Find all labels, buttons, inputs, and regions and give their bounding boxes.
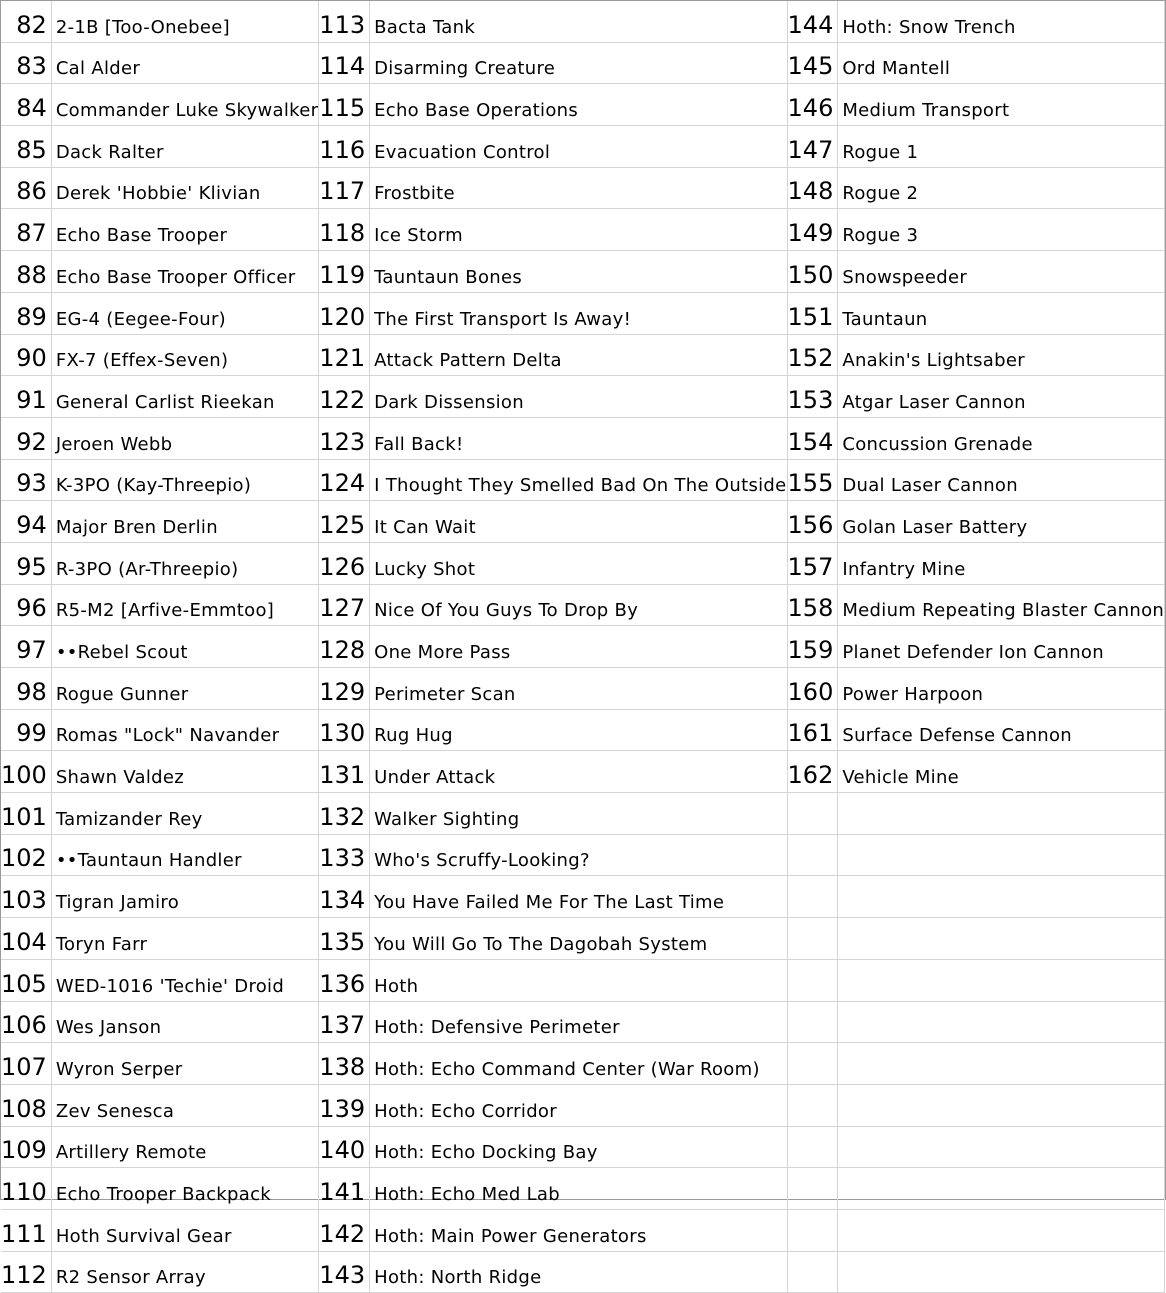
- table-row: [1, 959, 1165, 1001]
- cell-card-name[interactable]: Wyron Serper: [51, 1043, 318, 1085]
- cell-card-number[interactable]: 153: [787, 376, 838, 418]
- cell-card-number[interactable]: 137: [319, 1001, 370, 1043]
- cell-card-number[interactable]: 128: [319, 626, 370, 668]
- table-row: [1, 1001, 1165, 1043]
- cell-card-name[interactable]: Ice Storm: [370, 209, 787, 251]
- cell-card-name[interactable]: Hoth: Echo Command Center (War Room): [370, 1043, 787, 1085]
- cell-card-name[interactable]: Tigran Jamiro: [51, 876, 318, 918]
- cell-card-number[interactable]: 116: [319, 126, 370, 168]
- cell-card-name[interactable]: [838, 876, 1165, 918]
- cell-card-name[interactable]: Anakin's Lightsaber: [838, 334, 1165, 376]
- cell-card-number[interactable]: 133: [319, 834, 370, 876]
- cell-card-number[interactable]: 88: [1, 251, 51, 293]
- cell-card-number[interactable]: 141: [319, 1168, 370, 1210]
- cell-card-number[interactable]: 117: [319, 167, 370, 209]
- cell-card-name[interactable]: Who's Scruffy-Looking?: [370, 834, 787, 876]
- cell-card-number[interactable]: 106: [1, 1001, 51, 1043]
- cell-card-number[interactable]: [787, 876, 838, 918]
- cell-card-number[interactable]: 162: [787, 751, 838, 793]
- cell-card-name[interactable]: [838, 1084, 1165, 1126]
- cell-card-number[interactable]: 127: [319, 584, 370, 626]
- cell-card-number[interactable]: 84: [1, 84, 51, 126]
- cell-card-name[interactable]: Power Harpoon: [838, 668, 1165, 710]
- cell-card-number[interactable]: 148: [787, 167, 838, 209]
- cell-card-name[interactable]: Toryn Farr: [51, 918, 318, 960]
- cell-card-name[interactable]: Echo Base Trooper: [51, 209, 318, 251]
- cell-card-number[interactable]: 83: [1, 42, 51, 84]
- cell-card-name[interactable]: Echo Base Trooper Officer: [51, 251, 318, 293]
- cell-card-number[interactable]: [787, 1084, 838, 1126]
- cell-card-name[interactable]: WED-1016 'Techie' Droid: [51, 959, 318, 1001]
- cell-card-name[interactable]: R2 Sensor Array: [51, 1251, 318, 1293]
- table-row: [1, 626, 1165, 668]
- cell-card-name[interactable]: Hoth: Echo Corridor: [370, 1084, 787, 1126]
- cell-card-number[interactable]: 93: [1, 459, 51, 501]
- cell-card-number[interactable]: 107: [1, 1043, 51, 1085]
- cell-card-name[interactable]: Planet Defender Ion Cannon: [838, 626, 1165, 668]
- cell-card-name[interactable]: Jeroen Webb: [51, 417, 318, 459]
- table-row: [1, 668, 1165, 710]
- table-row: [1, 84, 1165, 126]
- cell-card-name[interactable]: Artillery Remote: [51, 1126, 318, 1168]
- cell-card-name[interactable]: Medium Transport: [838, 84, 1165, 126]
- cell-card-number[interactable]: [787, 834, 838, 876]
- cell-card-number[interactable]: 140: [319, 1126, 370, 1168]
- cell-card-name[interactable]: Medium Repeating Blaster Cannon: [838, 584, 1165, 626]
- cell-card-number[interactable]: [787, 1001, 838, 1043]
- cell-card-name[interactable]: You Will Go To The Dagobah System: [370, 918, 787, 960]
- cell-card-number[interactable]: 131: [319, 751, 370, 793]
- cell-card-name[interactable]: ••Rebel Scout: [51, 626, 318, 668]
- cell-card-name[interactable]: Dual Laser Cannon: [838, 459, 1165, 501]
- table-row: [1, 251, 1165, 293]
- cell-card-name[interactable]: The First Transport Is Away!: [370, 292, 787, 334]
- cell-card-number[interactable]: 120: [319, 292, 370, 334]
- cell-card-number[interactable]: 85: [1, 126, 51, 168]
- cell-card-name[interactable]: Shawn Valdez: [51, 751, 318, 793]
- cell-card-name[interactable]: I Thought They Smelled Bad On The Outside: [370, 459, 787, 501]
- cell-card-number[interactable]: 97: [1, 626, 51, 668]
- cell-card-number[interactable]: 95: [1, 542, 51, 584]
- cell-card-name[interactable]: Wes Janson: [51, 1001, 318, 1043]
- cell-card-name[interactable]: You Have Failed Me For The Last Time: [370, 876, 787, 918]
- cell-card-number[interactable]: 114: [319, 42, 370, 84]
- cell-card-name[interactable]: Echo Trooper Backpack: [51, 1168, 318, 1210]
- card-list-body: [1, 1, 1165, 1293]
- cell-card-name[interactable]: Evacuation Control: [370, 126, 787, 168]
- table-row: [1, 876, 1165, 918]
- cell-card-name[interactable]: Dark Dissension: [370, 376, 787, 418]
- cell-card-name[interactable]: Derek 'Hobbie' Klivian: [51, 167, 318, 209]
- table-row: [1, 1126, 1165, 1168]
- cell-card-name[interactable]: Hoth: Defensive Perimeter: [370, 1001, 787, 1043]
- cell-card-number[interactable]: 158: [787, 584, 838, 626]
- cell-card-number[interactable]: 160: [787, 668, 838, 710]
- cell-card-name[interactable]: Rogue Gunner: [51, 668, 318, 710]
- cell-card-name[interactable]: Hoth: [370, 959, 787, 1001]
- cell-card-name[interactable]: Dack Ralter: [51, 126, 318, 168]
- cell-card-number[interactable]: [787, 1126, 838, 1168]
- cell-card-name[interactable]: Atgar Laser Cannon: [838, 376, 1165, 418]
- cell-card-name[interactable]: Rug Hug: [370, 709, 787, 751]
- cell-card-name[interactable]: [838, 1251, 1165, 1293]
- cell-card-number[interactable]: 109: [1, 1126, 51, 1168]
- table-row: [1, 542, 1165, 584]
- cell-card-number[interactable]: 129: [319, 668, 370, 710]
- table-row: [1, 376, 1165, 418]
- cell-card-name[interactable]: Commander Luke Skywalker: [51, 84, 318, 126]
- cell-card-number[interactable]: 138: [319, 1043, 370, 1085]
- cell-card-number[interactable]: 108: [1, 1084, 51, 1126]
- cell-card-number[interactable]: 90: [1, 334, 51, 376]
- cell-card-number[interactable]: 122: [319, 376, 370, 418]
- cell-card-number[interactable]: 136: [319, 959, 370, 1001]
- cell-card-name[interactable]: Infantry Mine: [838, 542, 1165, 584]
- table-row: [1, 834, 1165, 876]
- table-row: [1, 417, 1165, 459]
- table-row: [1, 167, 1165, 209]
- cell-card-number[interactable]: 143: [319, 1251, 370, 1293]
- cell-card-name[interactable]: Bacta Tank: [370, 1, 787, 42]
- cell-card-number[interactable]: 104: [1, 918, 51, 960]
- table-row: [1, 709, 1165, 751]
- cell-card-number[interactable]: 119: [319, 251, 370, 293]
- cell-card-number[interactable]: 156: [787, 501, 838, 543]
- cell-card-name[interactable]: Golan Laser Battery: [838, 501, 1165, 543]
- cell-card-number[interactable]: 147: [787, 126, 838, 168]
- cell-card-name[interactable]: Snowspeeder: [838, 251, 1165, 293]
- cell-card-number[interactable]: 105: [1, 959, 51, 1001]
- cell-card-name[interactable]: [838, 793, 1165, 835]
- table-row: [1, 292, 1165, 334]
- cell-card-number[interactable]: 123: [319, 417, 370, 459]
- cell-card-name[interactable]: [838, 1126, 1165, 1168]
- cell-card-number[interactable]: 112: [1, 1251, 51, 1293]
- cell-card-name[interactable]: [838, 918, 1165, 960]
- cell-card-number[interactable]: 126: [319, 542, 370, 584]
- cell-card-number[interactable]: 92: [1, 417, 51, 459]
- cell-card-name[interactable]: Rogue 3: [838, 209, 1165, 251]
- cell-card-name[interactable]: Perimeter Scan: [370, 668, 787, 710]
- cell-card-name[interactable]: It Can Wait: [370, 501, 787, 543]
- cell-card-name[interactable]: Frostbite: [370, 167, 787, 209]
- cell-card-number[interactable]: 125: [319, 501, 370, 543]
- cell-card-number[interactable]: 99: [1, 709, 51, 751]
- cell-card-name[interactable]: Ord Mantell: [838, 42, 1165, 84]
- cell-card-name[interactable]: Echo Base Operations: [370, 84, 787, 126]
- cell-card-name[interactable]: ••Tauntaun Handler: [51, 834, 318, 876]
- table-row: [1, 334, 1165, 376]
- cell-card-number[interactable]: 115: [319, 84, 370, 126]
- cell-card-name[interactable]: [838, 959, 1165, 1001]
- table-row: [1, 1, 1165, 42]
- cell-card-number[interactable]: 161: [787, 709, 838, 751]
- cell-card-name[interactable]: R5-M2 [Arfive-Emmtoo]: [51, 584, 318, 626]
- cell-card-name[interactable]: Surface Defense Cannon: [838, 709, 1165, 751]
- cell-card-number[interactable]: 149: [787, 209, 838, 251]
- card-list-table: [1, 1, 1165, 1293]
- cell-card-number[interactable]: 102: [1, 834, 51, 876]
- cell-card-number[interactable]: [787, 1168, 838, 1210]
- table-row: [1, 1251, 1165, 1293]
- table-row: [1, 793, 1165, 835]
- cell-card-name[interactable]: Hoth: Echo Med Lab: [370, 1168, 787, 1210]
- cell-card-name[interactable]: Hoth: Main Power Generators: [370, 1209, 787, 1251]
- table-row: [1, 501, 1165, 543]
- table-row: [1, 1043, 1165, 1085]
- cell-card-name[interactable]: Vehicle Mine: [838, 751, 1165, 793]
- cell-card-number[interactable]: 159: [787, 626, 838, 668]
- cell-card-name[interactable]: Tauntaun Bones: [370, 251, 787, 293]
- cell-card-number[interactable]: 135: [319, 918, 370, 960]
- cell-card-number[interactable]: [787, 1209, 838, 1251]
- cell-card-name[interactable]: Hoth Survival Gear: [51, 1209, 318, 1251]
- cell-card-name[interactable]: General Carlist Rieekan: [51, 376, 318, 418]
- table-row: [1, 1209, 1165, 1251]
- cell-card-number[interactable]: [787, 793, 838, 835]
- table-row: [1, 459, 1165, 501]
- cell-card-name[interactable]: Concussion Grenade: [838, 417, 1165, 459]
- cell-card-number[interactable]: 101: [1, 793, 51, 835]
- cell-card-name[interactable]: Major Bren Derlin: [51, 501, 318, 543]
- cell-card-number[interactable]: [787, 1251, 838, 1293]
- cell-card-name[interactable]: Rogue 1: [838, 126, 1165, 168]
- table-row: [1, 209, 1165, 251]
- cell-card-name[interactable]: Disarming Creature: [370, 42, 787, 84]
- cell-card-name[interactable]: Zev Senesca: [51, 1084, 318, 1126]
- table-row: [1, 1084, 1165, 1126]
- cell-card-number[interactable]: 91: [1, 376, 51, 418]
- cell-card-name[interactable]: One More Pass: [370, 626, 787, 668]
- cell-card-name[interactable]: Rogue 2: [838, 167, 1165, 209]
- cell-card-number[interactable]: 94: [1, 501, 51, 543]
- cell-card-name[interactable]: Fall Back!: [370, 417, 787, 459]
- cell-card-name[interactable]: Tamizander Rey: [51, 793, 318, 835]
- cell-card-name[interactable]: R-3PO (Ar-Threepio): [51, 542, 318, 584]
- table-row: [1, 918, 1165, 960]
- cell-card-name[interactable]: Tauntaun: [838, 292, 1165, 334]
- table-row: [1, 584, 1165, 626]
- cell-card-number[interactable]: 142: [319, 1209, 370, 1251]
- cell-card-number[interactable]: [787, 918, 838, 960]
- cell-card-number[interactable]: 130: [319, 709, 370, 751]
- cell-card-number[interactable]: 132: [319, 793, 370, 835]
- cell-card-number[interactable]: 154: [787, 417, 838, 459]
- cell-card-number[interactable]: 118: [319, 209, 370, 251]
- cell-card-name[interactable]: 2-1B [Too-Onebee]: [51, 1, 318, 42]
- cell-card-number[interactable]: 113: [319, 1, 370, 42]
- cell-card-number[interactable]: 155: [787, 459, 838, 501]
- table-row: [1, 126, 1165, 168]
- cell-card-number[interactable]: 98: [1, 668, 51, 710]
- cell-card-name[interactable]: EG-4 (Eegee-Four): [51, 292, 318, 334]
- cell-card-name[interactable]: [838, 1209, 1165, 1251]
- cell-card-number[interactable]: 146: [787, 84, 838, 126]
- cell-card-name[interactable]: Walker Sighting: [370, 793, 787, 835]
- cell-card-number[interactable]: 96: [1, 584, 51, 626]
- cell-card-name[interactable]: Hoth: Echo Docking Bay: [370, 1126, 787, 1168]
- cell-card-name[interactable]: K-3PO (Kay-Threepio): [51, 459, 318, 501]
- cell-card-name[interactable]: Hoth: Snow Trench: [838, 1, 1165, 42]
- cell-card-number[interactable]: 87: [1, 209, 51, 251]
- cell-card-name[interactable]: Under Attack: [370, 751, 787, 793]
- table-row: [1, 1168, 1165, 1210]
- cell-card-number[interactable]: 121: [319, 334, 370, 376]
- cell-card-number[interactable]: 139: [319, 1084, 370, 1126]
- cell-card-name[interactable]: Attack Pattern Delta: [370, 334, 787, 376]
- cell-card-number[interactable]: 150: [787, 251, 838, 293]
- cell-card-name[interactable]: Nice Of You Guys To Drop By: [370, 584, 787, 626]
- cell-card-number[interactable]: [787, 959, 838, 1001]
- cell-card-name[interactable]: [838, 1168, 1165, 1210]
- cell-card-name[interactable]: Cal Alder: [51, 42, 318, 84]
- cell-card-number[interactable]: 100: [1, 751, 51, 793]
- cell-card-number[interactable]: 82: [1, 1, 51, 42]
- table-row: [1, 751, 1165, 793]
- cell-card-name[interactable]: Lucky Shot: [370, 542, 787, 584]
- cell-card-number[interactable]: 152: [787, 334, 838, 376]
- cell-card-number[interactable]: [787, 1043, 838, 1085]
- cell-card-name[interactable]: Romas "Lock" Navander: [51, 709, 318, 751]
- cell-card-name[interactable]: FX-7 (Effex-Seven): [51, 334, 318, 376]
- table-row: [1, 42, 1165, 84]
- cell-card-number[interactable]: 134: [319, 876, 370, 918]
- cell-card-number[interactable]: 110: [1, 1168, 51, 1210]
- cell-card-number[interactable]: 111: [1, 1209, 51, 1251]
- cell-card-number[interactable]: 157: [787, 542, 838, 584]
- cell-card-name[interactable]: [838, 1043, 1165, 1085]
- cell-card-number[interactable]: 145: [787, 42, 838, 84]
- cell-card-name[interactable]: Hoth: North Ridge: [370, 1251, 787, 1293]
- cell-card-number[interactable]: 86: [1, 167, 51, 209]
- cell-card-name[interactable]: [838, 834, 1165, 876]
- cell-card-name[interactable]: [838, 1001, 1165, 1043]
- cell-card-number[interactable]: 124: [319, 459, 370, 501]
- cell-card-number[interactable]: 151: [787, 292, 838, 334]
- cell-card-number[interactable]: 144: [787, 1, 838, 42]
- cell-card-number[interactable]: 89: [1, 292, 51, 334]
- cell-card-number[interactable]: 103: [1, 876, 51, 918]
